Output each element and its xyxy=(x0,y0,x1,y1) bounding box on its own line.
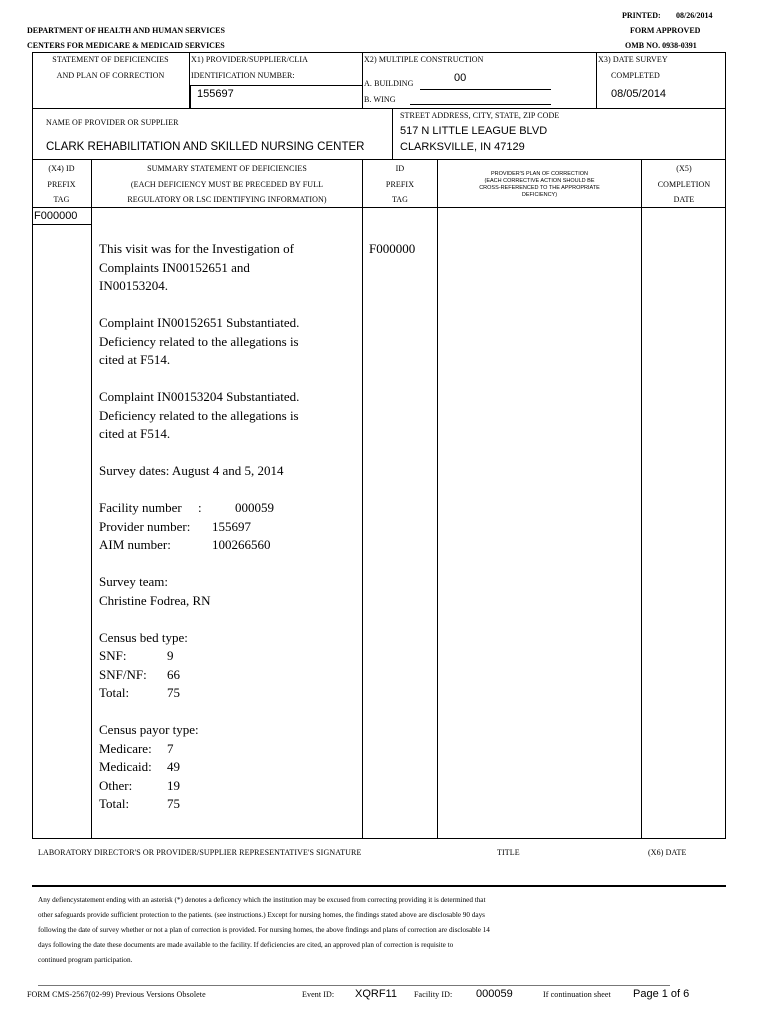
wing-label: B. WING xyxy=(364,95,396,104)
aim-number-label: AIM number: xyxy=(99,537,171,552)
bed-snfnf-label: SNF/NF: xyxy=(99,666,147,682)
payor-medicaid-value: 49 xyxy=(167,759,180,774)
provider-id-value: 155697 xyxy=(197,88,234,100)
page-number: Page 1 of 6 xyxy=(633,988,690,1000)
x1-label: X1) PROVIDER/SUPPLIER/CLIA xyxy=(191,55,309,64)
x3-label: X3) DATE SURVEY xyxy=(598,55,668,64)
right-prefix-tag: F000000 xyxy=(369,241,416,256)
printed-label: PRINTED: xyxy=(622,11,661,20)
x4-header-3: TAG xyxy=(53,195,70,204)
payor-total-value: 75 xyxy=(167,796,180,811)
building-label: A. BUILDING xyxy=(364,79,414,88)
complaint2-line-2: Deficiency related to the allegations is xyxy=(99,407,299,423)
complaint1-line-2: Deficiency related to the allegations is xyxy=(99,333,299,349)
bed-snf-label: SNF: xyxy=(99,648,127,663)
continuation-label: If continuation sheet xyxy=(543,990,611,999)
centers-name: CENTERS FOR MEDICARE & MEDICAID SERVICES xyxy=(27,41,225,50)
disclaimer xyxy=(38,893,726,968)
facility-id-label: Facility ID: xyxy=(414,990,453,999)
facility-number-value: 000059 xyxy=(235,500,274,515)
survey-dates: Survey dates: August 4 and 5, 2014 xyxy=(99,463,284,478)
statement-label-1: STATEMENT OF DEFICIENCIES xyxy=(52,55,169,64)
complaint2-line-1: Complaint IN00153204 Substantiated. xyxy=(99,389,300,404)
deficiency-summary xyxy=(99,240,359,814)
payor-other-value: 19 xyxy=(167,777,180,793)
complaint2-line-3: cited at F514. xyxy=(99,426,171,441)
left-prefix-tag: F000000 xyxy=(34,210,78,222)
x5-header-1: (X5) xyxy=(676,164,692,173)
plan-header-3: CROSS-REFERENCED TO THE APPROPRIATE xyxy=(479,185,600,191)
provider-number-label: Provider number: xyxy=(99,518,191,534)
disclaimer-line-2: other safeguards provide sufficient protection to the patients. (see instructions.) Except for nursing homes, the findings stated above are disclosable 90 days xyxy=(38,911,485,919)
payor-medicaid-label: Medicaid: xyxy=(99,759,152,774)
x5-header-3: DATE xyxy=(673,195,695,204)
disclaimer-line-5: continued program participation. xyxy=(38,956,133,964)
id-header-2: PREFIX xyxy=(385,180,415,189)
form-number: FORM CMS-2567(02-99) Previous Versions Obsolete xyxy=(27,990,206,999)
plan-header-1: PROVIDER'S PLAN OF CORRECTION xyxy=(490,171,588,177)
x5-header-2: COMPLETION xyxy=(657,180,711,189)
disclaimer-line-1: Any defiencystatement ending with an asterisk (*) denotes a deficency which the institution may be excused from correcting providing it is determined that xyxy=(38,896,486,904)
complaint1-line-3: cited at F514. xyxy=(99,352,171,367)
provider-name-value: CLARK REHABILITATION AND SKILLED NURSING CENTER xyxy=(46,141,365,153)
summary-header-3: REGULATORY OR LSC IDENTIFYING INFORMATION) xyxy=(127,195,327,204)
x6-date-label: (X6) DATE xyxy=(648,848,687,857)
payor-medicare-label: Medicare: xyxy=(99,740,152,756)
summary-header-1: SUMMARY STATEMENT OF DEFICIENCIES xyxy=(147,164,307,173)
summary-header-2: (EACH DEFICIENCY MUST BE PRECEDED BY FULL xyxy=(130,180,324,189)
event-id-label: Event ID: xyxy=(302,990,335,999)
statement-label-2: AND PLAN OF CORRECTION xyxy=(56,71,165,80)
id-header-3: TAG xyxy=(391,195,409,204)
id-header-1: ID xyxy=(395,164,405,173)
survey-team-member: Christine Fodrea, RN xyxy=(99,592,211,608)
x4-header-1: (X4) ID xyxy=(48,164,75,173)
building-value: 00 xyxy=(454,72,467,84)
provider-number-value: 155697 xyxy=(212,518,251,534)
address-label: STREET ADDRESS, CITY, STATE, ZIP CODE xyxy=(400,111,560,120)
bed-snf-value: 9 xyxy=(167,648,174,663)
plan-header xyxy=(438,171,641,199)
department-name: DEPARTMENT OF HEALTH AND HUMAN SERVICES xyxy=(27,26,225,35)
survey-date-value: 08/05/2014 xyxy=(611,88,667,100)
payor-other-label: Other: xyxy=(99,777,133,793)
visit-line-2: Complaints IN00152651 and xyxy=(99,259,250,275)
title-label: TITLE xyxy=(497,848,520,857)
x1-label-2: IDENTIFICATION NUMBER: xyxy=(191,71,295,80)
payor-medicare-value: 7 xyxy=(167,740,174,756)
payor-total-label: Total: xyxy=(99,796,130,811)
plan-header-4: DEFICIENCY) xyxy=(521,192,558,198)
plan-header-2: (EACH CORRECTIVE ACTION SHOULD BE xyxy=(484,178,595,184)
facility-id-value: 000059 xyxy=(476,988,513,1000)
address-line-2: CLARKSVILLE, IN 47129 xyxy=(400,141,525,153)
complaint1-line-1: Complaint IN00152651 Substantiated. xyxy=(99,315,300,330)
bed-total-value: 75 xyxy=(167,685,180,700)
census-payor-label: Census payor type: xyxy=(99,722,199,737)
aim-number-value: 100266560 xyxy=(212,537,271,552)
signature-divider xyxy=(32,885,726,887)
facility-number-label: Facility number xyxy=(99,500,182,515)
census-bed-label: Census bed type: xyxy=(99,629,188,645)
x3-label-2: COMPLETED xyxy=(611,71,660,80)
event-id-value: XQRF11 xyxy=(355,988,397,1000)
disclaimer-line-4: days following the date these documents are made available to the facility. If deficiencies are cited, an approved plan of correction is requisite to xyxy=(38,941,454,949)
address-line-1: 517 N LITTLE LEAGUE BLVD xyxy=(400,125,548,137)
provider-name-label: NAME OF PROVIDER OR SUPPLIER xyxy=(46,118,179,127)
survey-team-label: Survey team: xyxy=(99,574,168,589)
visit-line-3: IN00153204. xyxy=(99,278,168,293)
x4-header-2: PREFIX xyxy=(47,180,76,189)
x2-label: X2) MULTIPLE CONSTRUCTION xyxy=(364,55,484,64)
visit-line-1: This visit was for the Investigation of xyxy=(99,241,294,256)
omb-number: OMB NO. 0938-0391 xyxy=(625,41,697,50)
bed-total-label: Total: xyxy=(99,685,130,700)
bed-snfnf-value: 66 xyxy=(167,666,180,682)
signature-label: LABORATORY DIRECTOR'S OR PROVIDER/SUPPLIER REPRESENTATIVE'S SIGNATURE xyxy=(38,848,362,857)
disclaimer-line-3: following the date of survey whether or not a plan of correction is provided. For nursing homes, the above findings and plans of correction are disclosable 14 xyxy=(38,926,490,934)
facility-number-sep: : xyxy=(198,500,202,515)
form-approved: FORM APPROVED xyxy=(630,26,701,35)
printed-date: 08/26/2014 xyxy=(676,11,713,20)
